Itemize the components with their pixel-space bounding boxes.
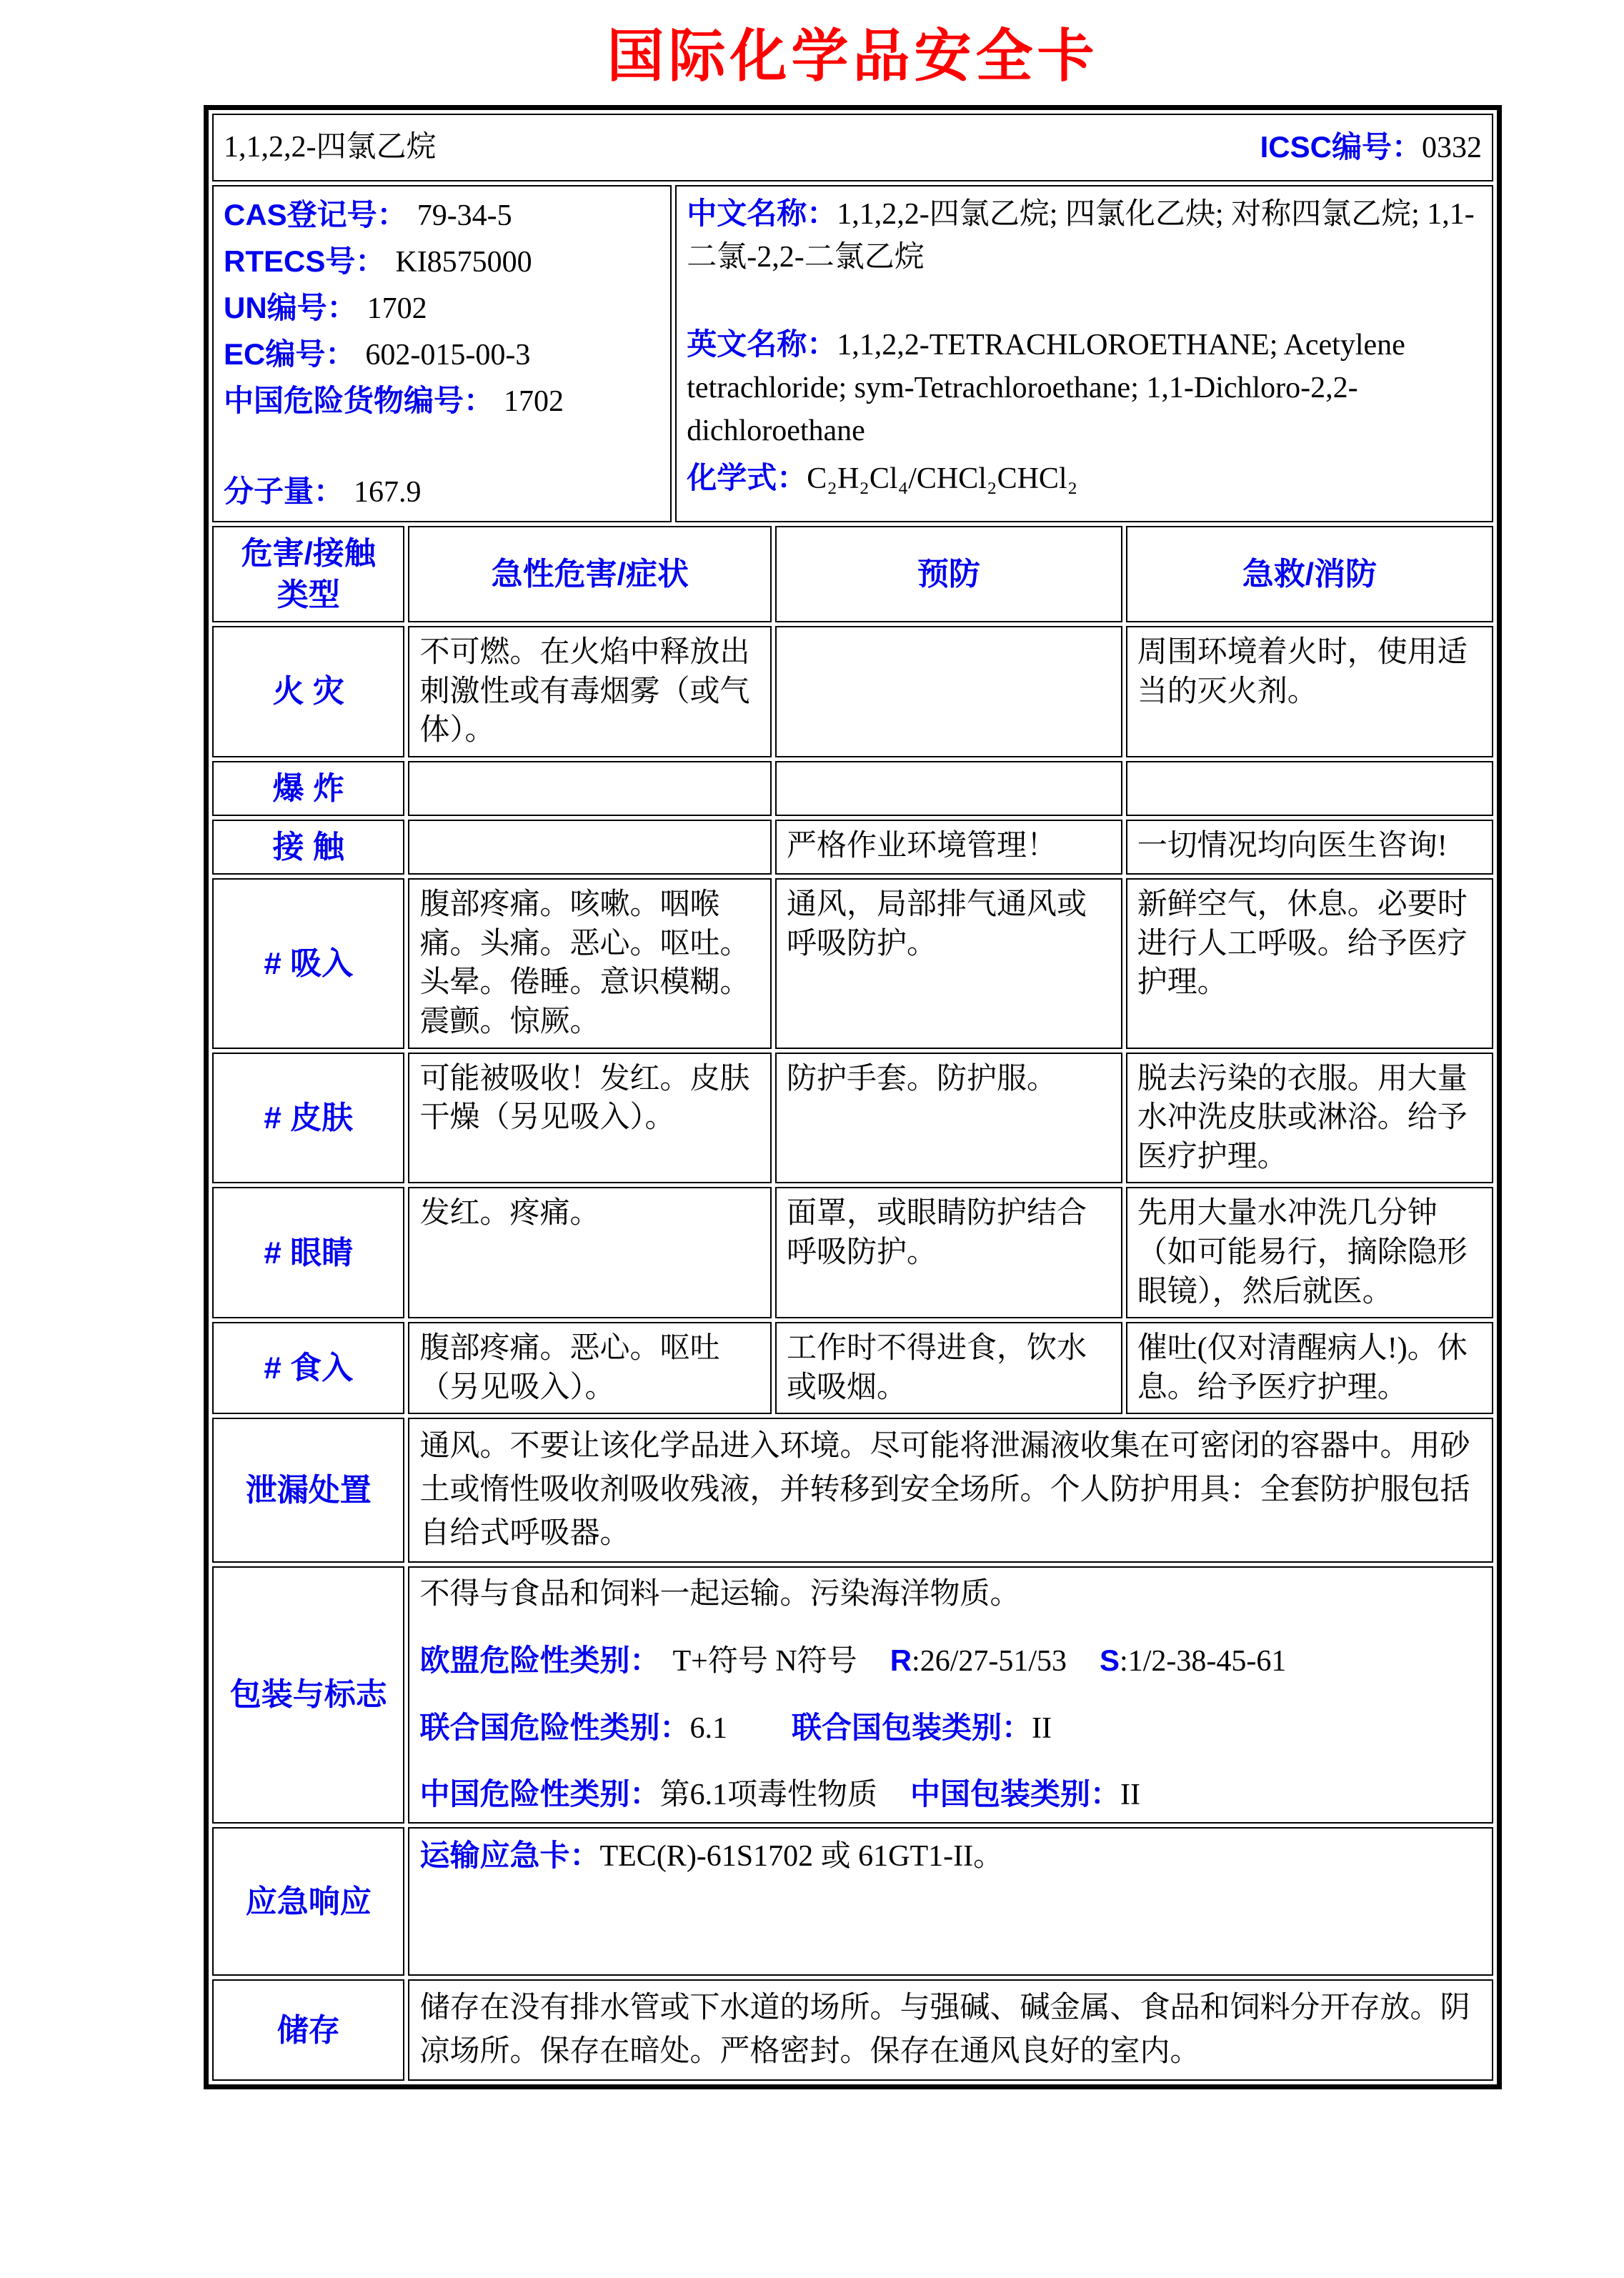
row-emergency-response-label-text: 应急响应 <box>245 1884 372 1919</box>
row-fire-label <box>212 626 404 757</box>
cas-number <box>224 192 660 239</box>
row-fire-first-aid-text: 周围环境着火时，使用适当的灭火剂。 <box>1137 636 1468 708</box>
row-ingestion-prevention-text: 工作时不得进食，饮水或吸烟。 <box>787 1332 1087 1404</box>
packaging-un-pack-value: II <box>1032 1711 1052 1745</box>
row-inhalation-symptoms <box>408 878 772 1048</box>
packaging-s-phrase-label: S <box>1100 1643 1120 1677</box>
packaging-un-class-label: 联合国危险性类别： <box>419 1710 690 1744</box>
row-inhalation-symptoms-text: 腹部疼痛。咳嗽。咽喉痛。头痛。恶心。呕吐。头晕。倦睡。意识模糊。震颤。惊厥。 <box>419 888 750 1038</box>
row-explosion-symptoms <box>408 761 772 816</box>
row-packaging-label-text: 包装与标志 <box>229 1677 387 1713</box>
row-explosion-prevention <box>775 761 1122 816</box>
english-names-value: 1,1,2,2-TETRACHLOROETHANE; Acetylene tetrachloride; sym-Tetrachloroethane; 1,1-Dichloro-2,2-dichloroethane <box>687 329 1405 447</box>
row-eyes <box>212 1187 1493 1318</box>
row-storage <box>212 1979 1493 2081</box>
row-eyes-first-aid-text: 先用大量水冲洗几分钟（如可能易行，摘除隐形眼镜），然后就医。 <box>1137 1197 1468 1308</box>
row-emergency-response-content <box>408 1827 1493 1976</box>
packaging-eu-class <box>419 1640 1482 1683</box>
packaging-un-class <box>419 1707 1482 1750</box>
identifiers-row <box>212 185 1493 522</box>
row-inhalation-label <box>212 878 404 1048</box>
row-contact-label <box>212 820 404 875</box>
row-spill-disposal-label-text: 泄漏处置 <box>245 1473 372 1508</box>
page-title: 国际化学品安全卡 <box>607 26 1099 89</box>
row-storage-text-cell <box>408 1979 1493 2081</box>
row-skin-symptoms-text: 可能被吸收！发红。皮肤干燥（另见吸入）。 <box>419 1062 750 1135</box>
row-packaging-content <box>408 1566 1493 1824</box>
english-names-label: 英文名称： <box>687 327 837 362</box>
header-prevention-label: 预防 <box>917 556 980 592</box>
row-inhalation <box>212 878 1493 1048</box>
header-prevention <box>775 526 1122 622</box>
packaging-eu-class-value: T+符号 N符号 <box>672 1644 857 1678</box>
packaging-cn-pack-label: 中国包装类别： <box>910 1777 1121 1811</box>
row-spill-disposal <box>212 1418 1493 1563</box>
row-spill-disposal-text: 通风。不要让该化学品进入环境。尽可能将泄漏液收集在可密闭的容器中。用砂土或惰性吸收剂吸收残液，并转移到安全场所。个人防护用具：全套防护服包括自给式呼吸器。 <box>419 1430 1470 1551</box>
row-fire-label-text: 火 灾 <box>272 674 344 710</box>
row-eyes-prevention <box>775 1187 1122 1318</box>
ec-number-label: EC编号： <box>224 337 356 371</box>
row-skin-label <box>212 1053 404 1184</box>
row-fire-symptoms-text: 不可燃。在火焰中释放出刺激性或有毒烟雾（或气体）。 <box>419 636 750 747</box>
names-cell <box>675 185 1493 522</box>
row-packaging <box>212 1566 1493 1824</box>
china-dg-number-value: 1702 <box>504 385 564 418</box>
row-inhalation-prevention-text: 通风，局部排气通风或呼吸防护。 <box>787 888 1087 960</box>
row-eyes-symptoms <box>408 1187 772 1318</box>
packaging-cn-class-value: 第6.1项毒性物质 <box>659 1779 878 1812</box>
row-storage-label <box>212 1979 404 2081</box>
row-inhalation-prevention <box>775 878 1122 1048</box>
chemical-formula-label: 化学式： <box>687 461 807 495</box>
row-skin-prevention-text: 防护手套。防护服。 <box>787 1062 1057 1095</box>
rtecs-number-label: RTECS号： <box>224 244 386 278</box>
packaging-transport-note-text: 不得与食品和饲料一起运输。污染海洋物质。 <box>419 1577 1020 1611</box>
row-ingestion-first-aid <box>1126 1322 1493 1414</box>
header-symptoms <box>408 526 772 622</box>
row-inhalation-first-aid <box>1126 878 1493 1048</box>
row-ingestion-prevention <box>775 1322 1122 1414</box>
row-eyes-symptoms-text: 发红。疼痛。 <box>419 1197 600 1230</box>
row-explosion-first-aid <box>1126 761 1493 816</box>
molecular-weight-value: 167.9 <box>354 476 422 509</box>
un-number <box>224 285 660 332</box>
row-contact <box>212 820 1493 875</box>
rtecs-number <box>224 239 660 285</box>
packaging-cn-class <box>419 1774 1482 1816</box>
row-explosion-label-text: 爆 炸 <box>272 770 344 806</box>
chemical-formula <box>687 457 1482 501</box>
row-eyes-prevention-text: 面罩，或眼睛防护结合呼吸防护。 <box>787 1197 1087 1269</box>
packaging-cn-pack-value: II <box>1120 1779 1141 1812</box>
row-ingestion-symptoms <box>408 1322 772 1414</box>
table-header-row <box>212 526 1493 622</box>
row-fire <box>212 626 1493 757</box>
row-eyes-label <box>212 1187 404 1318</box>
row-ingestion-first-aid-text: 催吐(仅对清醒病人!)。休息。给予医疗护理。 <box>1137 1332 1468 1404</box>
row-storage-label-text: 储存 <box>277 2012 340 2048</box>
name-row <box>212 114 1493 181</box>
row-contact-prevention <box>775 820 1122 875</box>
row-spill-disposal-text-cell <box>408 1418 1493 1563</box>
icsc-number <box>1260 128 1482 168</box>
chinese-names-label: 中文名称： <box>687 197 837 230</box>
molecular-weight-label: 分子量： <box>224 474 344 508</box>
name-row-cell <box>212 114 1493 181</box>
emergency-transport-card-value: TEC(R)-61S1702 或 61GT1-II。 <box>599 1840 1004 1874</box>
identifiers-cell <box>212 185 672 522</box>
packaging-eu-class-label: 欧盟危险性类别： <box>419 1643 660 1677</box>
icsc-number-label: ICSC编号： <box>1260 129 1422 164</box>
row-contact-first-aid <box>1126 820 1493 875</box>
cas-number-label: CAS登记号： <box>224 198 407 232</box>
chinese-names-value: 1,1,2,2-四氯乙烷; 四氯化乙炔; 对称四氯乙烷; 1,1-二氯-2,2-二氯乙烷 <box>687 198 1475 274</box>
ec-number <box>224 332 660 378</box>
row-skin-first-aid <box>1126 1053 1493 1184</box>
packaging-cn-class-label: 中国危险性类别： <box>419 1777 660 1811</box>
header-first-aid <box>1126 526 1493 622</box>
packaging-s-phrase-value: :1/2-38-45-61 <box>1120 1644 1287 1678</box>
icsc-number-value: 0332 <box>1422 131 1482 164</box>
packaging-r-phrase-label: R <box>890 1643 912 1677</box>
row-skin-symptoms <box>408 1053 772 1184</box>
row-ingestion-label-text: # 食入 <box>264 1351 354 1386</box>
header-hazard-type <box>212 526 404 622</box>
row-ingestion <box>212 1322 1493 1414</box>
china-dg-number-label: 中国危险货物编号： <box>224 384 494 417</box>
packaging-r-phrase-value: :26/27-51/53 <box>912 1644 1067 1678</box>
emergency-transport-card-label: 运输应急卡： <box>419 1839 600 1873</box>
molecular-weight <box>224 469 660 515</box>
row-contact-first-aid-text: 一切情况均向医生咨询! <box>1137 829 1448 862</box>
row-fire-symptoms <box>408 626 772 757</box>
row-contact-label-text: 接 触 <box>272 829 344 865</box>
chinese-names <box>687 192 1482 279</box>
row-skin-label-text: # 皮肤 <box>264 1100 354 1135</box>
row-eyes-label-text: # 眼睛 <box>264 1235 354 1270</box>
row-packaging-label <box>212 1566 404 1824</box>
header-hazard-type-line1: 危害/接触 <box>241 536 376 572</box>
chemical-formula-value: C₂H₂Cl₄/CHCl₂CHCl₂ <box>807 462 1078 496</box>
header-first-aid-label: 急救/消防 <box>1242 556 1378 592</box>
row-explosion <box>212 761 1493 816</box>
row-fire-first-aid <box>1126 626 1493 757</box>
row-emergency-response <box>212 1827 1493 1976</box>
header-hazard-type-line2: 类型 <box>277 577 340 612</box>
packaging-un-pack-label: 联合国包装类别： <box>792 1710 1032 1744</box>
row-storage-text: 储存在没有排水管或下水道的场所。与强碱、碱金属、食品和饲料分开存放。阴凉场所。保存在暗处。严格密封。保存在通风良好的室内。 <box>419 1991 1470 2069</box>
header-symptoms-label: 急性危害/症状 <box>491 556 689 592</box>
row-ingestion-label <box>212 1322 404 1414</box>
packaging-un-class-value: 6.1 <box>689 1711 727 1745</box>
row-inhalation-first-aid-text: 新鲜空气，休息。必要时进行人工呼吸。给予医疗护理。 <box>1137 888 1468 1000</box>
row-eyes-first-aid <box>1126 1187 1493 1318</box>
china-dg-number <box>224 378 660 424</box>
ec-number-value: 602-015-00-3 <box>365 339 531 372</box>
packaging-transport-note <box>419 1573 1482 1616</box>
row-ingestion-symptoms-text: 腹部疼痛。恶心。呕吐（另见吸入）。 <box>419 1332 720 1404</box>
chemical-name: 1,1,2,2-四氯乙烷 <box>224 131 437 164</box>
english-names <box>687 323 1482 452</box>
row-emergency-response-label <box>212 1827 404 1976</box>
row-contact-prevention-text: 严格作业环境管理！ <box>787 829 1057 862</box>
row-fire-prevention <box>775 626 1122 757</box>
rtecs-number-value: KI8575000 <box>395 246 532 279</box>
un-number-value: 1702 <box>367 292 427 325</box>
row-contact-symptoms <box>408 820 772 875</box>
row-spill-disposal-label <box>212 1418 404 1563</box>
cas-number-value: 79-34-5 <box>417 199 512 232</box>
row-inhalation-label-text: # 吸入 <box>264 945 354 981</box>
row-skin <box>212 1053 1493 1184</box>
un-number-label: UN编号： <box>224 291 357 324</box>
icsc-card-table <box>204 105 1502 2089</box>
row-skin-prevention <box>775 1053 1122 1184</box>
row-skin-first-aid-text: 脱去污染的衣服。用大量水冲洗皮肤或淋浴。给予医疗护理。 <box>1137 1062 1468 1173</box>
row-explosion-label <box>212 761 404 816</box>
